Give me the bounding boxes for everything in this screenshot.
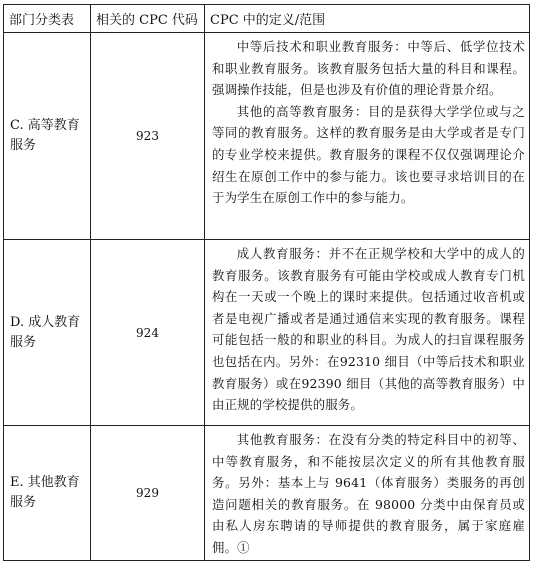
table-row: [4, 33, 530, 240]
definition-cell: [205, 426, 530, 561]
header-definition: CPC 中的定义/范围: [205, 5, 530, 33]
table-body: [4, 33, 530, 561]
cpc-classification-table: [3, 4, 530, 561]
table-header: [4, 5, 530, 33]
header-row: [4, 5, 530, 33]
header-cpc-code: 相关的 CPC 代码: [91, 5, 205, 33]
definition-paragraph: 其他的高等教育服务：目的是获得大学学位或与之等同的教育服务。这样的教育服务是由大学或者是专门的专业学校来提供。教育服务的课程不仅仅强调理论介绍生在原创工作中的参与能力。该也要寻求培训目的在于为学生在原创工作中的参与能力。: [212, 103, 525, 206]
sector-cell: D. 成人教育服务: [4, 240, 91, 426]
cpc-code-cell: 923: [91, 33, 205, 240]
definition-paragraph: 其他教育服务：在没有分类的特定科目中的初等、中等教育服务，和不能按层次定义的所有其他教育服务。另外：基本上与 9641（体育服务）类服务的再创造问题相关的教育服务。在 98000 分类中由保育员或由私人房东聘请的导师提供的教育服务，属于家庭雇佣。①: [212, 432, 525, 555]
definition-cell: [205, 240, 530, 426]
definition-paragraph: 中等后技术和职业教育服务：中等后、低学位技术和职业教育服务。该教育服务包括大量的科目和课程。强调操作技能，但是也涉及有价值的理论背景介绍。: [212, 39, 525, 98]
definition-cell: [205, 33, 530, 240]
sector-cell: C. 高等教育服务: [4, 33, 91, 240]
header-sector: 部门分类表: [4, 5, 91, 33]
definition-paragraph: 成人教育服务：并不在正规学校和大学中的成人的教育服务。该教育服务有可能由学校或成人教育专门机构在一天或一个晚上的课时来提供。包括通过收音机或者是电视广播或者是通过通信来实现的教育服务。课程可能包括一般的和职业的科目。为成人的扫盲课程服务也包括在内。另外：在92310 细目（中等后技术和职业教育服务）或在92390 细目（其他的高等教育服务）中由正规的学校提供的服务。: [212, 246, 525, 413]
sector-cell: E. 其他教育服务: [4, 426, 91, 561]
cpc-code-cell: 929: [91, 426, 205, 561]
table-row: [4, 240, 530, 426]
table-row: [4, 426, 530, 561]
cpc-code-cell: 924: [91, 240, 205, 426]
